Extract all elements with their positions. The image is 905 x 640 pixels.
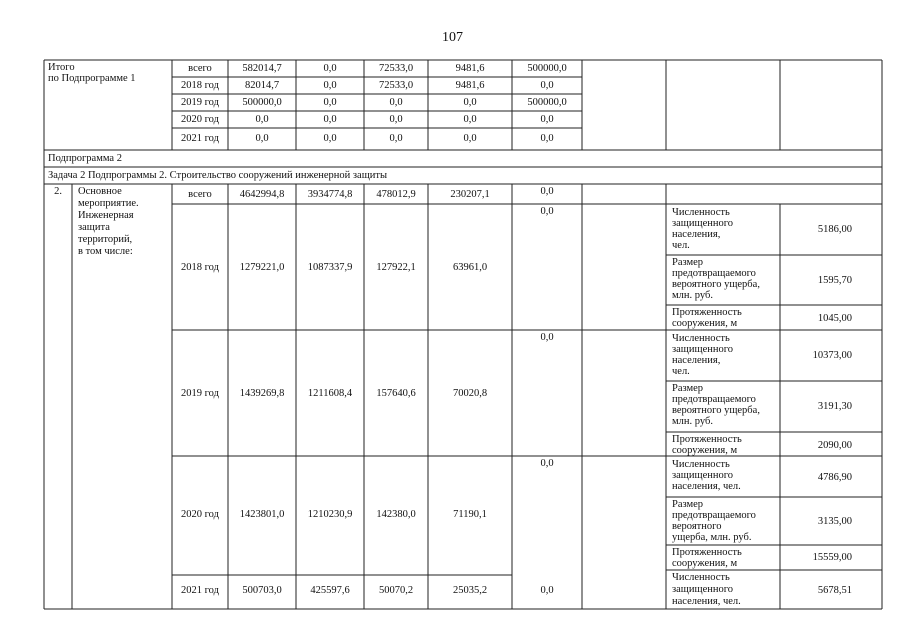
value-cell: 1211608,4 <box>307 388 353 399</box>
indicator-value: 4786,90 <box>817 472 852 483</box>
indicator-name: сооружения, м <box>672 318 738 329</box>
value-cell: 0,0 <box>323 114 337 125</box>
indicator-name: предотвращаемого <box>672 394 756 405</box>
value-cell: 50070,2 <box>378 585 414 596</box>
value-cell: 1210230,9 <box>307 509 353 520</box>
measure-title-line: в том числе: <box>78 246 133 257</box>
value-cell: 0,0 <box>540 186 554 197</box>
value-cell: 0,0 <box>255 114 269 125</box>
value-cell: 230207,1 <box>450 189 490 200</box>
indicator-name: Численность <box>672 459 730 470</box>
value-cell: 142380,0 <box>376 509 416 520</box>
itogo-label-line2: по Подпрограмме 1 <box>48 73 136 84</box>
period-cell: 2021 год <box>181 585 219 596</box>
value-cell: 500703,0 <box>242 585 282 596</box>
value-cell: 0,0 <box>540 80 554 91</box>
indicator-name: населения, чел. <box>672 481 741 492</box>
indicator-value: 1045,00 <box>817 313 852 324</box>
indicator-name: Численность <box>672 572 730 583</box>
indicator-name: защищенного <box>672 584 734 595</box>
value-cell: 72533,0 <box>378 80 414 91</box>
value-cell: 0,0 <box>540 585 554 596</box>
indicator-name: Протяженность <box>672 547 742 558</box>
indicator-name: вероятного ущерба, <box>672 405 760 416</box>
measure-title-line: Основное <box>78 186 122 197</box>
value-cell: 0,0 <box>323 97 337 108</box>
period-cell: 2019 год <box>181 97 219 108</box>
period-cell: 2021 год <box>181 133 219 144</box>
value-cell: 0,0 <box>463 114 477 125</box>
indicator-name: чел. <box>672 240 690 251</box>
value-cell: 127922,1 <box>376 262 416 273</box>
value-cell: 0,0 <box>323 63 337 74</box>
indicator-name: Размер <box>672 383 704 394</box>
value-cell: 0,0 <box>540 133 554 144</box>
subprogram-header: Подпрограмма 2 <box>48 153 122 164</box>
indicator-value: 3135,00 <box>817 516 852 527</box>
indicator-name: населения, <box>672 229 721 240</box>
value-cell: 9481,6 <box>455 80 485 91</box>
indicator-value: 3191,30 <box>817 401 852 412</box>
measure-title-line: мероприятие. <box>78 198 139 209</box>
indicator-name: вероятного <box>672 521 722 532</box>
value-cell: 63961,0 <box>452 262 488 273</box>
indicator-name: предотвращаемого <box>672 268 756 279</box>
value-cell: 0,0 <box>540 332 554 343</box>
indicator-name: сооружения, м <box>672 445 738 456</box>
value-cell: 0,0 <box>389 133 403 144</box>
itogo-label-line1: Итого <box>48 62 75 73</box>
indicator-value: 10373,00 <box>812 350 852 361</box>
value-cell: 0,0 <box>463 97 477 108</box>
value-cell: 500000,0 <box>527 63 567 74</box>
period-cell: всего <box>188 63 212 74</box>
period-cell: 2018 год <box>181 80 219 91</box>
indicator-name: защищенного <box>672 218 734 229</box>
indicator-value: 2090,00 <box>817 440 852 451</box>
indicator-name: млн. руб. <box>672 290 713 301</box>
measure-number: 2. <box>54 186 62 197</box>
value-cell: 0,0 <box>463 133 477 144</box>
indicator-value: 15559,00 <box>812 552 852 563</box>
value-cell: 582014,7 <box>242 63 282 74</box>
value-cell: 0,0 <box>540 206 554 217</box>
value-cell: 25035,2 <box>452 585 488 596</box>
value-cell: 0,0 <box>540 114 554 125</box>
indicator-name: защищенного <box>672 470 734 481</box>
measure-title-line: защита <box>78 222 110 233</box>
period-cell: 2019 год <box>181 388 219 399</box>
value-cell: 1087337,9 <box>307 262 353 273</box>
indicator-name: млн. руб. <box>672 416 713 427</box>
value-cell: 9481,6 <box>455 63 485 74</box>
value-cell: 478012,9 <box>376 189 416 200</box>
value-cell: 1279221,0 <box>239 262 285 273</box>
indicator-name: Численность <box>672 333 730 344</box>
value-cell: 70020,8 <box>452 388 488 399</box>
period-cell: 2018 год <box>181 262 219 273</box>
value-cell: 0,0 <box>540 458 554 469</box>
indicator-name: вероятного ущерба, <box>672 279 760 290</box>
indicator-name: ущерба, млн. руб. <box>672 532 752 543</box>
value-cell: 157640,6 <box>376 388 416 399</box>
indicator-name: Размер <box>672 257 704 268</box>
period-cell: всего <box>188 189 212 200</box>
indicator-name: Размер <box>672 499 704 510</box>
period-cell: 2020 год <box>181 114 219 125</box>
value-cell: 0,0 <box>323 80 337 91</box>
measure-title-line: территорий, <box>78 234 133 245</box>
indicator-name: чел. <box>672 366 690 377</box>
indicator-value: 5678,51 <box>817 585 852 596</box>
value-cell: 0,0 <box>389 114 403 125</box>
indicator-name: населения, чел. <box>672 596 741 607</box>
indicator-value: 1595,70 <box>817 275 852 286</box>
value-cell: 0,0 <box>389 97 403 108</box>
indicator-name: защищенного <box>672 344 734 355</box>
indicator-value: 5186,00 <box>817 224 852 235</box>
page-number: 107 <box>442 30 463 45</box>
value-cell: 425597,6 <box>310 585 350 596</box>
indicator-name: Численность <box>672 207 730 218</box>
value-cell: 1423801,0 <box>239 509 285 520</box>
measure-title-line: Инженерная <box>78 210 134 221</box>
indicator-name: предотвращаемого <box>672 510 756 521</box>
indicator-name: Протяженность <box>672 307 742 318</box>
period-cell: 2020 год <box>181 509 219 520</box>
value-cell: 82014,7 <box>244 80 280 91</box>
value-cell: 72533,0 <box>378 63 414 74</box>
task-header: Задача 2 Подпрограммы 2. Строительство сооружений инженерной защиты <box>48 170 388 181</box>
indicator-name: населения, <box>672 355 721 366</box>
value-cell: 0,0 <box>255 133 269 144</box>
indicator-name: Протяженность <box>672 434 742 445</box>
value-cell: 500000,0 <box>242 97 282 108</box>
value-cell: 0,0 <box>323 133 337 144</box>
indicator-name: сооружения, м <box>672 558 738 569</box>
value-cell: 71190,1 <box>453 509 487 520</box>
value-cell: 1439269,8 <box>239 388 285 399</box>
value-cell: 3934774,8 <box>307 189 353 200</box>
value-cell: 500000,0 <box>527 97 567 108</box>
value-cell: 4642994,8 <box>239 189 285 200</box>
